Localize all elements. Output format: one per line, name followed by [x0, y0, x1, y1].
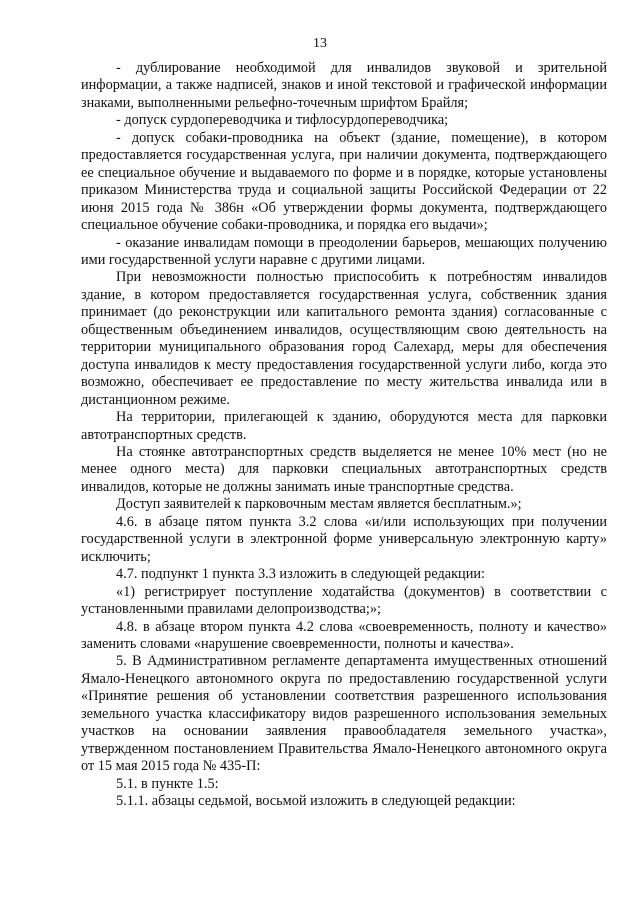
paragraph: 5. В Административном регламенте департамента имущественных отношений Ямало-Ненецкого автономного округа по предоставлению государственной услуги «Принятие решения об установлении соответствия разрешенного использования земельного участка классификатору видов разрешенного использования земельных участков на основании заявления правообладателя земельного участка», утвержденном постановлением Правительства Ямало-Ненецкого автономного округа от 15 мая 2015 года № 435-П: — [81, 653, 607, 775]
paragraph: 5.1.1. абзацы седьмой, восьмой изложить в следующей редакции: — [116, 793, 516, 810]
document-body — [81, 60, 607, 810]
paragraph: 4.8. в абзаце втором пункта 4.2 слова «своевременность, полноту и качество» заменить словами «нарушение своевременности, полноты и качества». — [81, 618, 607, 652]
paragraph: - допуск собаки-проводника на объект (здание, помещение), в котором предоставляется государственная услуга, при наличии документа, подтверждающего ее специальное обучение и выдаваемого по форме и в порядке, которые установлены приказом Министерства труда и социальной защиты Российской Федерации от 22 июня 2015 года № 386н «Об утверждении формы документа, подтверждающего специальное обучение собаки-проводника, и порядка его выдачи»; — [81, 129, 607, 234]
paragraph: На стоянке автотранспортных средств выделяется не менее 10% мест (но не менее одного места) для парковки специальных автотранспортных средств инвалидов, которые не должны занимать иные транспортные средства. — [81, 443, 607, 495]
paragraph: 5.1. в пункте 1.5: — [116, 775, 219, 792]
paragraph: - оказание инвалидам помощи в преодолении барьеров, мешающих получению ими государственной услуги наравне с другими лицами. — [81, 234, 607, 268]
paragraph: 4.6. в абзаце пятом пункта 3.2 слова «и/или использующих при получении государственной услуги в электронной форме универсальную электронную карту» исключить; — [81, 513, 607, 565]
paragraph: На территории, прилегающей к зданию, оборудуются места для парковки автотранспортных средств. — [81, 409, 607, 443]
page-number: 13 — [313, 36, 327, 51]
paragraph: 4.7. подпункт 1 пункта 3.3 изложить в следующей редакции: — [116, 566, 485, 583]
paragraph: Доступ заявителей к парковочным местам является бесплатным.»; — [116, 496, 522, 513]
paragraph: «1) регистрирует поступление ходатайства (документов) в соответствии с установленными правилами делопроизводства;»; — [81, 583, 607, 618]
paragraph: - дублирование необходимой для инвалидов звуковой и зрительной информации, а также надписей, знаков и иной текстовой и графической информации знаками, выполненными рельефно-точечным шрифтом Брайля; — [81, 60, 607, 111]
paragraph: При невозможности полностью приспособить к потребностям инвалидов здание, в котором предоставляется государственная услуга, собственник здания принимает (до реконструкции или капитального ремонта здания) согласованные с общественным объединением инвалидов, осуществляющим свою деятельность на территории муниципального образования город Салехард, меры для обеспечения доступа инвалидов к месту предоставления государственной услуги либо, когда это возможно, обеспечивает ее предоставление по месту жительства инвалида или в дистанционном режиме. — [81, 269, 607, 408]
paragraph: - допуск сурдопереводчика и тифлосурдопереводчика; — [116, 112, 449, 129]
